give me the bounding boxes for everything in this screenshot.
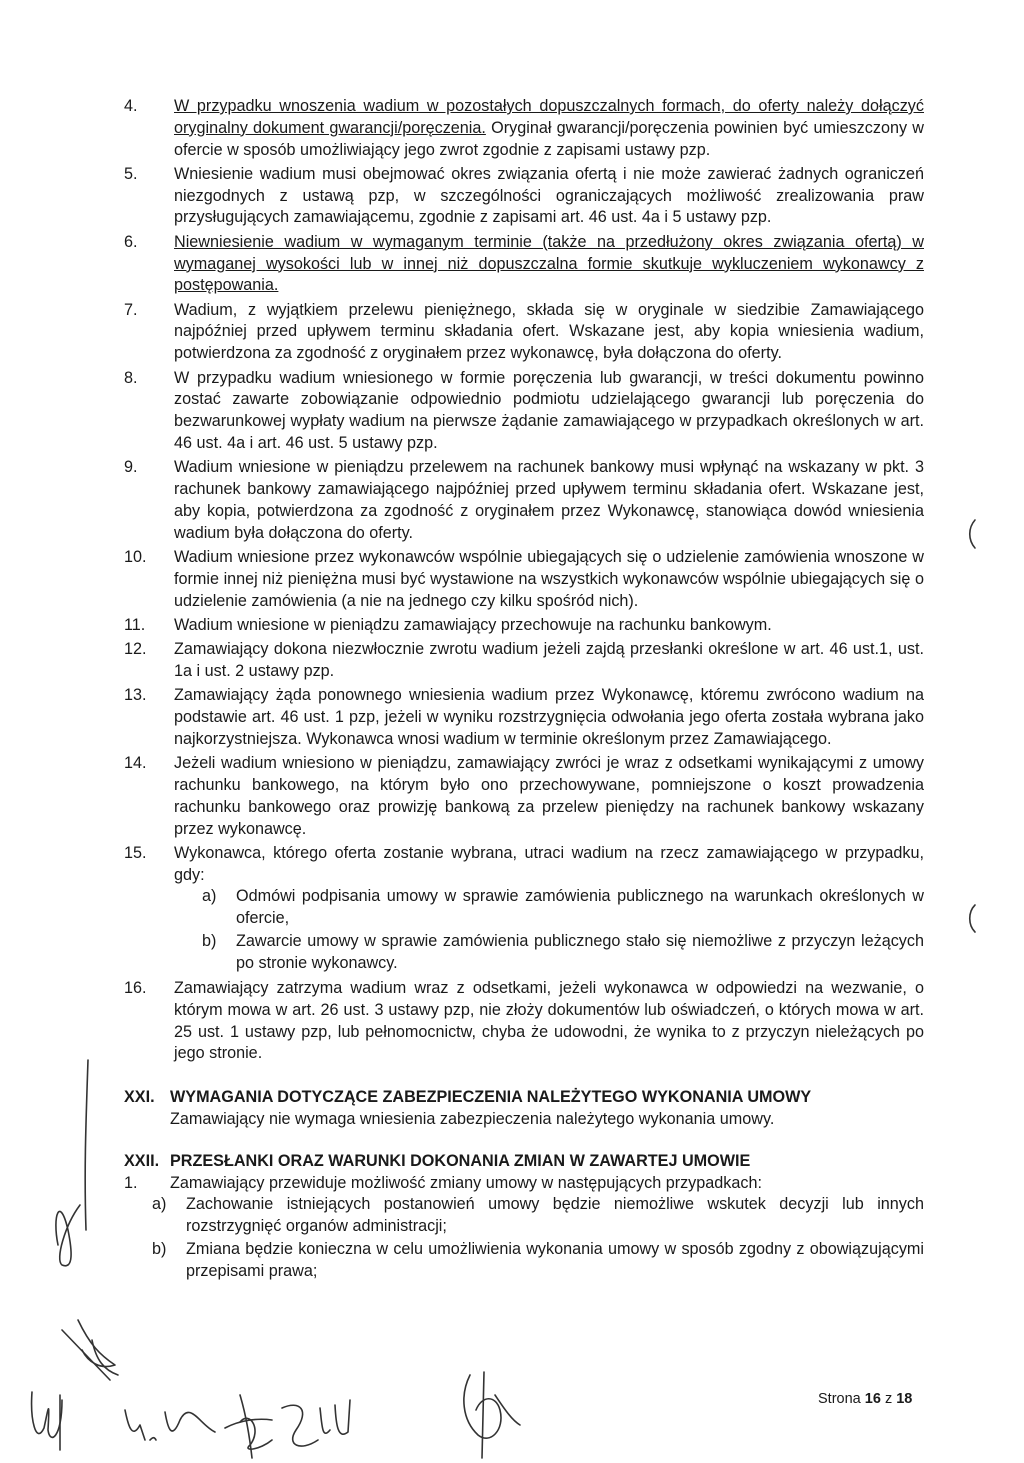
section-text: Zamawiający nie wymaga wniesienia zabezpieczenia należytego wykonania umowy.: [170, 1110, 775, 1129]
list-item: 8. W przypadku wadium wniesionego w formie poręczenia lub gwarancji, w treści dokumentu powinno zostać zawarte zobowiązanie odpowiednio podmiotu udzielającego gwarancji lub poręczenia do bezwarunkowej wypłaty wadium na pierwsze żądanie zamawiającego w przypadkach określonych w art. 46 ust. 4a i art. 46 ust. 5 ustawy pzp.: [124, 368, 924, 452]
section-xxi: XXI. WYMAGANIA DOTYCZĄCE ZABEZPIECZENIA NALEŻYTEGO WYKONANIA UMOWY Zamawiający nie wymaga wniesienia zabezpieczenia należytego wykonania umowy.: [124, 1087, 924, 1131]
sub-list: [124, 1194, 924, 1282]
list-item: 16. Zamawiający zatrzyma wadium wraz z odsetkami, jeżeli wykonawca w odpowiedzi na wezwanie, o którym mowa w art. 26 ust. 3 ustawy pzp, nie złoży dokumentów lub oświadczeń, o których mowa w art. 25 ust. 1 ustawy pzp, lub pełnomocnictw, chyba że udowodni, że wynika to z przyczyn nieleżących po jego stronie.: [124, 979, 924, 1063]
list-item: 14. Jeżeli wadium wniesiono w pieniądzu, zamawiający zwróci je wraz z odsetkami wynikającymi z umowy rachunku bankowego, na którym było ono przechowywane, pomniejszone o koszt prowadzenia rachunku bankowego oraz prowizję bankową za przelew pieniędzy na rachunek bankowy wskazany przez wykonawcę.: [124, 754, 924, 838]
list-item: 7. Wadium, z wyjątkiem przelewu pieniężnego, składa się w oryginale w siedzibie Zamawiającego najpóźniej przed upływem terminu składania ofert. Wskazane jest, aby kopia wniesienia wadium, potwierdzona za zgodność z oryginałem przez wykonawcę, była dołączona do oferty.: [124, 300, 924, 363]
list-item: 5. Wniesienie wadium musi obejmować okres związania ofertą i nie może zawierać żadnych ograniczeń niezgodnych z ustawą pzp, w szczególności ograniczających możliwość zrealizowania praw przysługujących zamawiającemu, zgodnie z zapisami art. 46 ust. 4a i 5 ustawy pzp.: [124, 164, 924, 227]
sub-list-item: b) Zmiana będzie konieczna w celu umożliwienia wykonania umowy w sposób zgodny z obowiązującymi przepisami prawa;: [152, 1240, 924, 1280]
sub-list-item: a) Zachowanie istniejących postanowień umowy będzie niemożliwe wskutek decyzji lub innych rozstrzygnięć organów administracji;: [152, 1195, 924, 1236]
list-item: 12. Zamawiający dokona niezwłocznie zwrotu wadium jeżeli zajdą przesłanki określone w art. 46 ust.1, ust. 1a i ust. 2 ustawy pzp.: [124, 640, 924, 680]
footer-total-pages: 18: [896, 1391, 913, 1407]
list-item: 1. Zamawiający przewiduje możliwość zmiany umowy w następujących przypadkach:: [124, 1173, 762, 1192]
list-item: 6. Niewniesienie wadium w wymaganym terminie (także na przedłużony okres związania ofertą) w wymaganej wysokości lub w innej niż dopuszczalna formie skutkuje wykluczeniem wykonawcy z postępowania.: [124, 232, 924, 295]
section-xxii: XXII. PRZESŁANKI ORAZ WARUNKI DOKONANIA ZMIAN W ZAWARTEJ UMOWIE 1. Zamawiający przewiduje możliwość zmiany umowy w następujących przypadkach: a) Zachowanie istniejących postanowień umowy będzie niemożliwe wskutek decyzji lub innych rozstrzygnięć organów administracji; b) Zmiana będzie konieczna w celu umożliwienia wykonania umowy w sposób zgodny z obowiązującymi przepisami prawa;: [124, 1151, 924, 1283]
document-content: [124, 96, 924, 1284]
margin-line-mark: [85, 1060, 88, 1230]
page-footer: [818, 1391, 912, 1407]
underlined-text: W przypadku wnoszenia wadium w pozostałych dopuszczalnych formach, do oferty należy dołączyć oryginalny dokument gwarancji/poręczenia.: [174, 97, 924, 137]
list-item: 9. Wadium wniesione w pieniądzu przelewem na rachunek bankowy musi wpłynąć na wskazany w pkt. 3 rachunek bankowy zamawiającego najpóźniej przed upływem terminu składania ofert. Wskazane jest, aby kopia, potwierdzona za zgodność z oryginałem przez Wykonawcę, stanowiąca dowód wniesienia wadium była dołączona do oferty.: [124, 458, 924, 542]
sub-list-item: b) Zawarcie umowy w sprawie zamówienia publicznego stało się niemożliwe z przyczyn leżących po stronie wykonawcy.: [202, 931, 924, 972]
margin-initials-mark: [56, 1205, 80, 1266]
wadium-list: [124, 96, 924, 1065]
underlined-text: Niewniesienie wadium w wymaganym terminie (także na przedłużony okres związania ofertą) w wymaganej wysokości lub w innej niż dopuszczalna formie skutkuje wykluczeniem wykonawcy z postępowania.: [174, 232, 924, 295]
list-item: 10. Wadium wniesione przez wykonawców wspólnie ubiegających się o udzielenie zamówienia wnoszone w formie innej niż pieniężna musi być wystawione na wszystkich wykonawców wspólnie ubiegających się o udzielenie zamówienia (a nie na jednego czy kilku spośród nich).: [124, 547, 924, 610]
list-item: 4. W przypadku wnoszenia wadium w pozostałych dopuszczalnych formach, do oferty należy dołączyć oryginalny dokument gwarancji/poręczenia. Oryginał gwarancji/poręczenia powinien być umieszczony w ofercie w sposób umożliwiający jego zwrot zgodnie z zapisami ustawy pzp.: [124, 97, 924, 159]
list-item: 15. Wykonawca, którego oferta zostanie wybrana, utraci wadium na rzecz zamawiającego w przypadku, gdy: a) Odmówi podpisania umowy w sprawie zamówienia publicznego na warunkach określonych w ofercie, b) Zawarcie umowy w sprawie zamówienia publicznego stało się niemożliwe z przyczyn leżących po stronie wykonawcy.: [124, 843, 924, 976]
footer-separator: z: [884, 1391, 893, 1407]
list-item: 13. Zamawiający żąda ponownego wniesienia wadium przez Wykonawcę, któremu zwrócono wadium na podstawie art. 46 ust. 1 pzp, jeżeli w wyniku rozstrzygnięcia odwołania jego oferta została wybrana jako najkorzystniejsza. Wykonawca wnosi wadium w terminie określonym przez Zamawiającego.: [124, 686, 924, 748]
sub-list-item: a) Odmówi podpisania umowy w sprawie zamówienia publicznego na warunkach określonych w ofercie,: [202, 887, 924, 928]
section-title: WYMAGANIA DOTYCZĄCE ZABEZPIECZENIA NALEŻYTEGO WYKONANIA UMOWY: [170, 1088, 812, 1107]
section-title: PRZESŁANKI ORAZ WARUNKI DOKONANIA ZMIAN W ZAWARTEJ UMOWIE: [170, 1151, 751, 1170]
list-item: 11. Wadium wniesione w pieniądzu zamawiający przechowuje na rachunku bankowym.: [124, 615, 772, 634]
sub-list: [174, 886, 924, 974]
footer-label: Strona: [818, 1391, 861, 1407]
footer-page-number: 16: [864, 1391, 881, 1407]
